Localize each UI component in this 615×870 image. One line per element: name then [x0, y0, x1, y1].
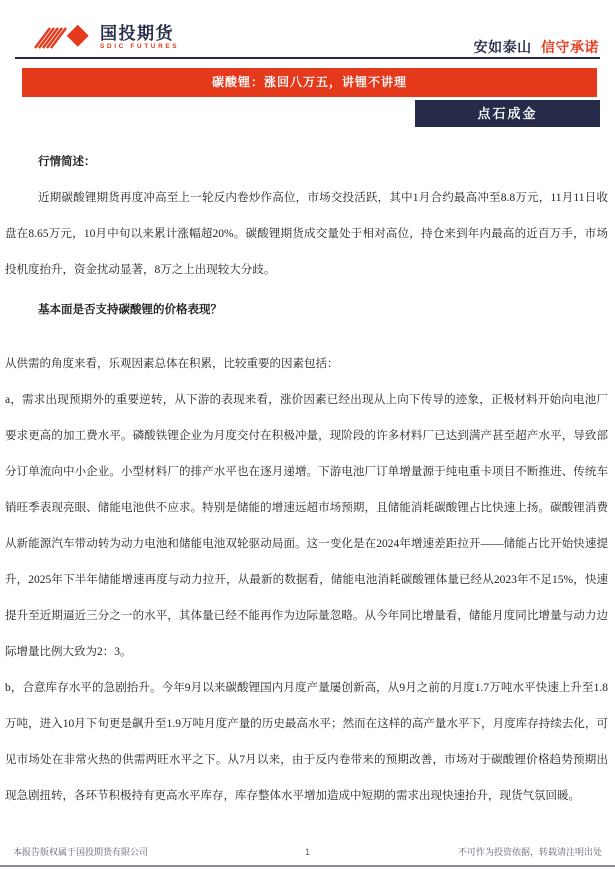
disclaimer-notice: 不可作为投资依据，转载请注明出处: [457, 847, 602, 857]
section-heading-fundamentals: 基本面是否支持碳酸锂的价格表现？: [38, 304, 222, 316]
slogan-part-red: 信守承诺: [541, 39, 599, 55]
slogan-part-navy: 安如泰山: [473, 39, 532, 55]
report-title-banner: 碳酸锂：涨回八万五，讲锂不讲理: [22, 68, 597, 97]
report-body: [5, 144, 608, 814]
copyright-notice: 本报告版权属于国投期货有限公司: [13, 847, 149, 857]
page-footer: [13, 845, 602, 858]
paragraph-factor-b-inventory: b，合意库存水平的急剧抬升。今年9月以来碳酸锂国内月度产量屡创新高，从9月之前的月度1.7万吨水平快速上升至1.8万吨，进入10月下旬更是飙升至1.9万吨月度产量的历史最高水平；然而在这样的高产量水平下，月度库存持续去化，可见市场处在非常火热的供需两旺水平之下。从7月以来，由于反内卷带来的预期改善，市场对于碳酸锂价格趋势预期出现急剧扭转，各环节积极持有更高水平库存，库存整体水平增加造成中短期的需求出现快速抬升，现货气氛回暖。: [5, 682, 608, 802]
section-heading-market-summary: 行情简述：: [38, 156, 96, 168]
brand-slogan: [474, 37, 599, 57]
footer-divider: [0, 865, 615, 867]
column-badge: 点石成金: [415, 100, 600, 127]
header-divider: [15, 57, 600, 59]
paragraph-factor-a-demand: a，需求出现预期外的重要逆转，从下游的表现来看，涨价因素已经出现从上向下传导的迹象，正极材料开始向电池厂要求更高的加工费水平。磷酸铁锂企业为月度交付在积极冲量，现阶段的许多材料厂已达到满产甚至超产水平，导致部分订单流向中小企业。小型材料厂的排产水平也在逐月递增。下游电池厂订单增量源于纯电重卡项目不断推进、传统车销旺季表现亮眼、储能电池供不应求。特别是储能的增速远超市场预期，且储能消耗碳酸锂占比快速上扬。碳酸锂消费从新能源汽车带动转为动力电池和储能电池双轮驱动局面。这一变化是在2024年增速差距拉开——储能占比开始快速提升，2025年下半年储能增速再度与动力拉开，从最新的数据看，储能电池消耗碳酸锂体量已经从2023年不足15%，快速提升至近期逼近三分之一的水平，其体量已经不能再作为边际量忽略。从今年同比增量看，储能月度同比增量与动力边际增量比例大致为2：3。: [5, 394, 608, 658]
company-logo: [34, 21, 179, 55]
sdic-logo-icon: [34, 21, 92, 55]
page-number: 1: [304, 846, 310, 857]
logo-chinese-name: 国投期货: [100, 24, 174, 44]
paragraph-market-summary: 近期碳酸锂期货再度冲高至上一轮反内卷炒作高位，市场交投活跃，其中1月合约最高冲至8.8万元，11月11日收盘在8.65万元，10月中旬以来累计涨幅超20%。碳酸锂期货成交量处于相对高位，持仓来到年内最高的近百万手，市场投机度抬升，资金扰动显著，8万之上出现较大分歧。: [5, 192, 608, 276]
paragraph-supply-demand-intro: 从供需的角度来看，乐观因素总体在积累，比较重要的因素包括：: [5, 358, 339, 370]
logo-english-name: SDIC FUTURES: [100, 43, 180, 51]
logo-wordmark: [100, 25, 179, 51]
